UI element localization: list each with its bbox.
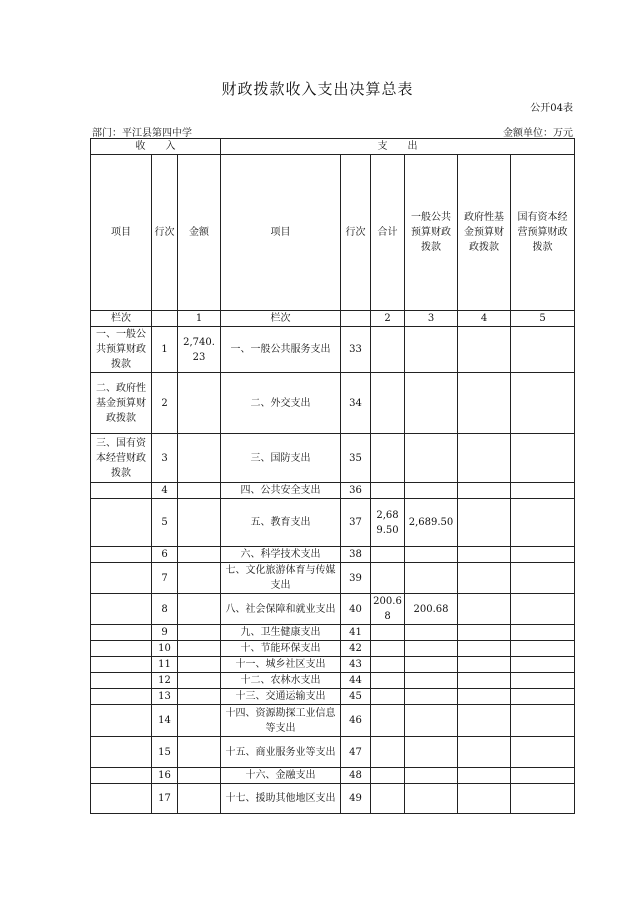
gov-fund-cell: [458, 641, 511, 657]
expense-row-cell: 38: [341, 547, 371, 563]
state-capital-cell: [511, 594, 575, 625]
gov-fund-cell: [458, 547, 511, 563]
index-c3: 3: [405, 311, 458, 327]
income-amount-cell: [178, 768, 221, 784]
income-amount-cell: [178, 705, 221, 737]
expense-row-cell: 41: [341, 625, 371, 641]
income-item-cell: [91, 547, 152, 563]
expense-item-cell: 十六、金融支出: [221, 768, 341, 784]
table-row: [91, 641, 575, 657]
general-budget-cell: [405, 483, 458, 499]
income-row-cell: 5: [152, 499, 178, 547]
general-budget-cell: [405, 689, 458, 705]
gov-fund-cell: [458, 673, 511, 689]
table-row: [91, 434, 575, 483]
general-budget-cell: [405, 768, 458, 784]
expense-row-cell: 34: [341, 373, 371, 434]
income-item-cell: [91, 689, 152, 705]
income-amount-cell: [178, 641, 221, 657]
expense-row-cell: 39: [341, 563, 371, 594]
state-capital-cell: [511, 737, 575, 768]
table-row: [91, 547, 575, 563]
table-row: [91, 483, 575, 499]
income-item-cell: [91, 483, 152, 499]
income-amount-cell: [178, 547, 221, 563]
total-cell: [371, 625, 405, 641]
general-budget-cell: [405, 705, 458, 737]
index-label-left: 栏次: [91, 311, 152, 327]
expense-row-cell: 48: [341, 768, 371, 784]
expense-row-cell: 46: [341, 705, 371, 737]
income-row-cell: 12: [152, 673, 178, 689]
state-capital-cell: [511, 641, 575, 657]
total-cell: 200.68: [371, 594, 405, 625]
table-row: [91, 768, 575, 784]
total-cell: [371, 768, 405, 784]
general-budget-cell: [405, 673, 458, 689]
page-title: 财政拨款收入支出决算总表: [221, 80, 414, 98]
income-amount-cell: [178, 373, 221, 434]
gov-fund-cell: [458, 434, 511, 483]
total-cell: [371, 483, 405, 499]
total-cell: [371, 434, 405, 483]
expense-item-cell: 十五、商业服务业等支出: [221, 737, 341, 768]
expense-item-cell: 七、文化旅游体育与传媒支出: [221, 563, 341, 594]
income-row-cell: 9: [152, 625, 178, 641]
expense-row-cell: 35: [341, 434, 371, 483]
income-row-cell: 11: [152, 657, 178, 673]
expense-group-header: 支 出: [221, 139, 575, 155]
income-amount-cell: [178, 483, 221, 499]
gov-fund-cell: [458, 737, 511, 768]
general-budget-cell: [405, 563, 458, 594]
gov-fund-cell: [458, 327, 511, 373]
income-row-cell: 8: [152, 594, 178, 625]
state-capital-cell: [511, 327, 575, 373]
expense-item-cell: 六、科学技术支出: [221, 547, 341, 563]
table-row: [91, 673, 575, 689]
general-budget-cell: [405, 547, 458, 563]
total-cell: [371, 373, 405, 434]
state-capital-cell: [511, 483, 575, 499]
income-amount-cell: [178, 689, 221, 705]
income-amount-cell: [178, 594, 221, 625]
expense-row-cell: 43: [341, 657, 371, 673]
income-amount-cell: [178, 625, 221, 641]
gov-fund-cell: [458, 563, 511, 594]
expense-row-cell: 47: [341, 737, 371, 768]
income-row-cell: 13: [152, 689, 178, 705]
income-item-cell: [91, 499, 152, 547]
gov-fund-header: 政府性基金预算财政拨款: [458, 155, 511, 311]
index-label-right: 栏次: [221, 311, 341, 327]
index-c1: 1: [178, 311, 221, 327]
income-amount-cell: [178, 499, 221, 547]
income-row-cell: 1: [152, 327, 178, 373]
income-row-cell: 6: [152, 547, 178, 563]
income-amount-cell: [178, 657, 221, 673]
total-header: 合计: [371, 155, 405, 311]
income-row-cell: 3: [152, 434, 178, 483]
income-item-header: 项目: [91, 155, 152, 311]
expense-item-cell: 十一、城乡社区支出: [221, 657, 341, 673]
expense-item-cell: 一、一般公共服务支出: [221, 327, 341, 373]
index-c5: 5: [511, 311, 575, 327]
total-cell: [371, 673, 405, 689]
expense-item-header: 项目: [221, 155, 341, 311]
income-row-cell: 16: [152, 768, 178, 784]
index-blank-right: [341, 311, 371, 327]
table-row: [91, 784, 575, 814]
income-item-cell: [91, 625, 152, 641]
gov-fund-cell: [458, 657, 511, 673]
gov-fund-cell: [458, 373, 511, 434]
income-item-cell: 三、国有资本经营财政拨款: [91, 434, 152, 483]
gov-fund-cell: [458, 625, 511, 641]
expense-row-cell: 40: [341, 594, 371, 625]
gov-fund-cell: [458, 499, 511, 547]
income-item-cell: [91, 594, 152, 625]
general-budget-cell: 200.68: [405, 594, 458, 625]
expense-item-cell: 二、外交支出: [221, 373, 341, 434]
income-item-cell: 二、政府性基金预算财政拨款: [91, 373, 152, 434]
income-row-header: 行次: [152, 155, 178, 311]
table-row: [91, 737, 575, 768]
total-cell: 2,689.50: [371, 499, 405, 547]
expense-item-cell: 十四、资源勘探工业信息等支出: [221, 705, 341, 737]
form-number: 公开04表: [530, 103, 573, 114]
expense-row-header: 行次: [341, 155, 371, 311]
table-row: [91, 499, 575, 547]
expense-item-cell: 十七、援助其他地区支出: [221, 784, 341, 814]
expense-item-cell: 四、公共安全支出: [221, 483, 341, 499]
group-header-row: [91, 139, 575, 155]
gov-fund-cell: [458, 689, 511, 705]
state-capital-cell: [511, 673, 575, 689]
general-budget-cell: [405, 434, 458, 483]
total-cell: [371, 547, 405, 563]
table-row: [91, 563, 575, 594]
expense-row-cell: 36: [341, 483, 371, 499]
income-row-cell: 10: [152, 641, 178, 657]
table-row: [91, 373, 575, 434]
budget-table: [90, 138, 575, 814]
expense-row-cell: 33: [341, 327, 371, 373]
expense-row-cell: 37: [341, 499, 371, 547]
expense-item-cell: 十三、交通运输支出: [221, 689, 341, 705]
state-capital-cell: [511, 657, 575, 673]
income-row-cell: 7: [152, 563, 178, 594]
income-amount-cell: 2,740.23: [178, 327, 221, 373]
income-row-cell: 15: [152, 737, 178, 768]
column-header-row: [91, 155, 575, 311]
income-group-header: 收 入: [91, 139, 221, 155]
income-item-cell: [91, 673, 152, 689]
table-row: [91, 327, 575, 373]
state-capital-header: 国有资本经营预算财政拨款: [511, 155, 575, 311]
income-item-cell: [91, 657, 152, 673]
income-item-cell: [91, 705, 152, 737]
income-item-cell: [91, 563, 152, 594]
state-capital-cell: [511, 547, 575, 563]
state-capital-cell: [511, 689, 575, 705]
gov-fund-cell: [458, 705, 511, 737]
table-row: [91, 594, 575, 625]
income-amount-cell: [178, 563, 221, 594]
income-item-cell: [91, 784, 152, 814]
income-amount-cell: [178, 737, 221, 768]
total-cell: [371, 737, 405, 768]
expense-row-cell: 44: [341, 673, 371, 689]
unit-label: 金额单位：万元: [503, 128, 573, 139]
expense-item-cell: 三、国防支出: [221, 434, 341, 483]
general-budget-cell: [405, 784, 458, 814]
index-c2: 2: [371, 311, 405, 327]
total-cell: [371, 784, 405, 814]
state-capital-cell: [511, 563, 575, 594]
general-budget-cell: [405, 657, 458, 673]
general-budget-cell: [405, 327, 458, 373]
expense-row-cell: 49: [341, 784, 371, 814]
table-row: [91, 705, 575, 737]
total-cell: [371, 641, 405, 657]
total-cell: [371, 327, 405, 373]
income-item-cell: [91, 768, 152, 784]
general-budget-header: 一般公共预算财政拨款: [405, 155, 458, 311]
general-budget-cell: [405, 641, 458, 657]
expense-item-cell: 八、社会保障和就业支出: [221, 594, 341, 625]
total-cell: [371, 563, 405, 594]
income-amount-cell: [178, 434, 221, 483]
income-amount-header: 金额: [178, 155, 221, 311]
general-budget-cell: [405, 625, 458, 641]
department-label: 部门：平江县第四中学: [92, 128, 192, 139]
state-capital-cell: [511, 705, 575, 737]
income-row-cell: 17: [152, 784, 178, 814]
state-capital-cell: [511, 434, 575, 483]
income-row-cell: 2: [152, 373, 178, 434]
table-row: [91, 689, 575, 705]
income-item-cell: 一、一般公共预算财政拨款: [91, 327, 152, 373]
state-capital-cell: [511, 499, 575, 547]
total-cell: [371, 705, 405, 737]
table-row: [91, 657, 575, 673]
expense-item-cell: 九、卫生健康支出: [221, 625, 341, 641]
gov-fund-cell: [458, 594, 511, 625]
gov-fund-cell: [458, 768, 511, 784]
column-index-row: [91, 311, 575, 327]
gov-fund-cell: [458, 483, 511, 499]
total-cell: [371, 657, 405, 673]
income-item-cell: [91, 737, 152, 768]
general-budget-cell: [405, 737, 458, 768]
income-amount-cell: [178, 673, 221, 689]
total-cell: [371, 689, 405, 705]
state-capital-cell: [511, 768, 575, 784]
gov-fund-cell: [458, 784, 511, 814]
state-capital-cell: [511, 625, 575, 641]
expense-row-cell: 42: [341, 641, 371, 657]
income-row-cell: 4: [152, 483, 178, 499]
table-row: [91, 625, 575, 641]
income-item-cell: [91, 641, 152, 657]
income-amount-cell: [178, 784, 221, 814]
expense-item-cell: 十二、农林水支出: [221, 673, 341, 689]
expense-item-cell: 十、节能环保支出: [221, 641, 341, 657]
income-row-cell: 14: [152, 705, 178, 737]
general-budget-cell: 2,689.50: [405, 499, 458, 547]
state-capital-cell: [511, 373, 575, 434]
general-budget-cell: [405, 373, 458, 434]
expense-row-cell: 45: [341, 689, 371, 705]
index-c4: 4: [458, 311, 511, 327]
index-blank-left: [152, 311, 178, 327]
expense-item-cell: 五、教育支出: [221, 499, 341, 547]
state-capital-cell: [511, 784, 575, 814]
